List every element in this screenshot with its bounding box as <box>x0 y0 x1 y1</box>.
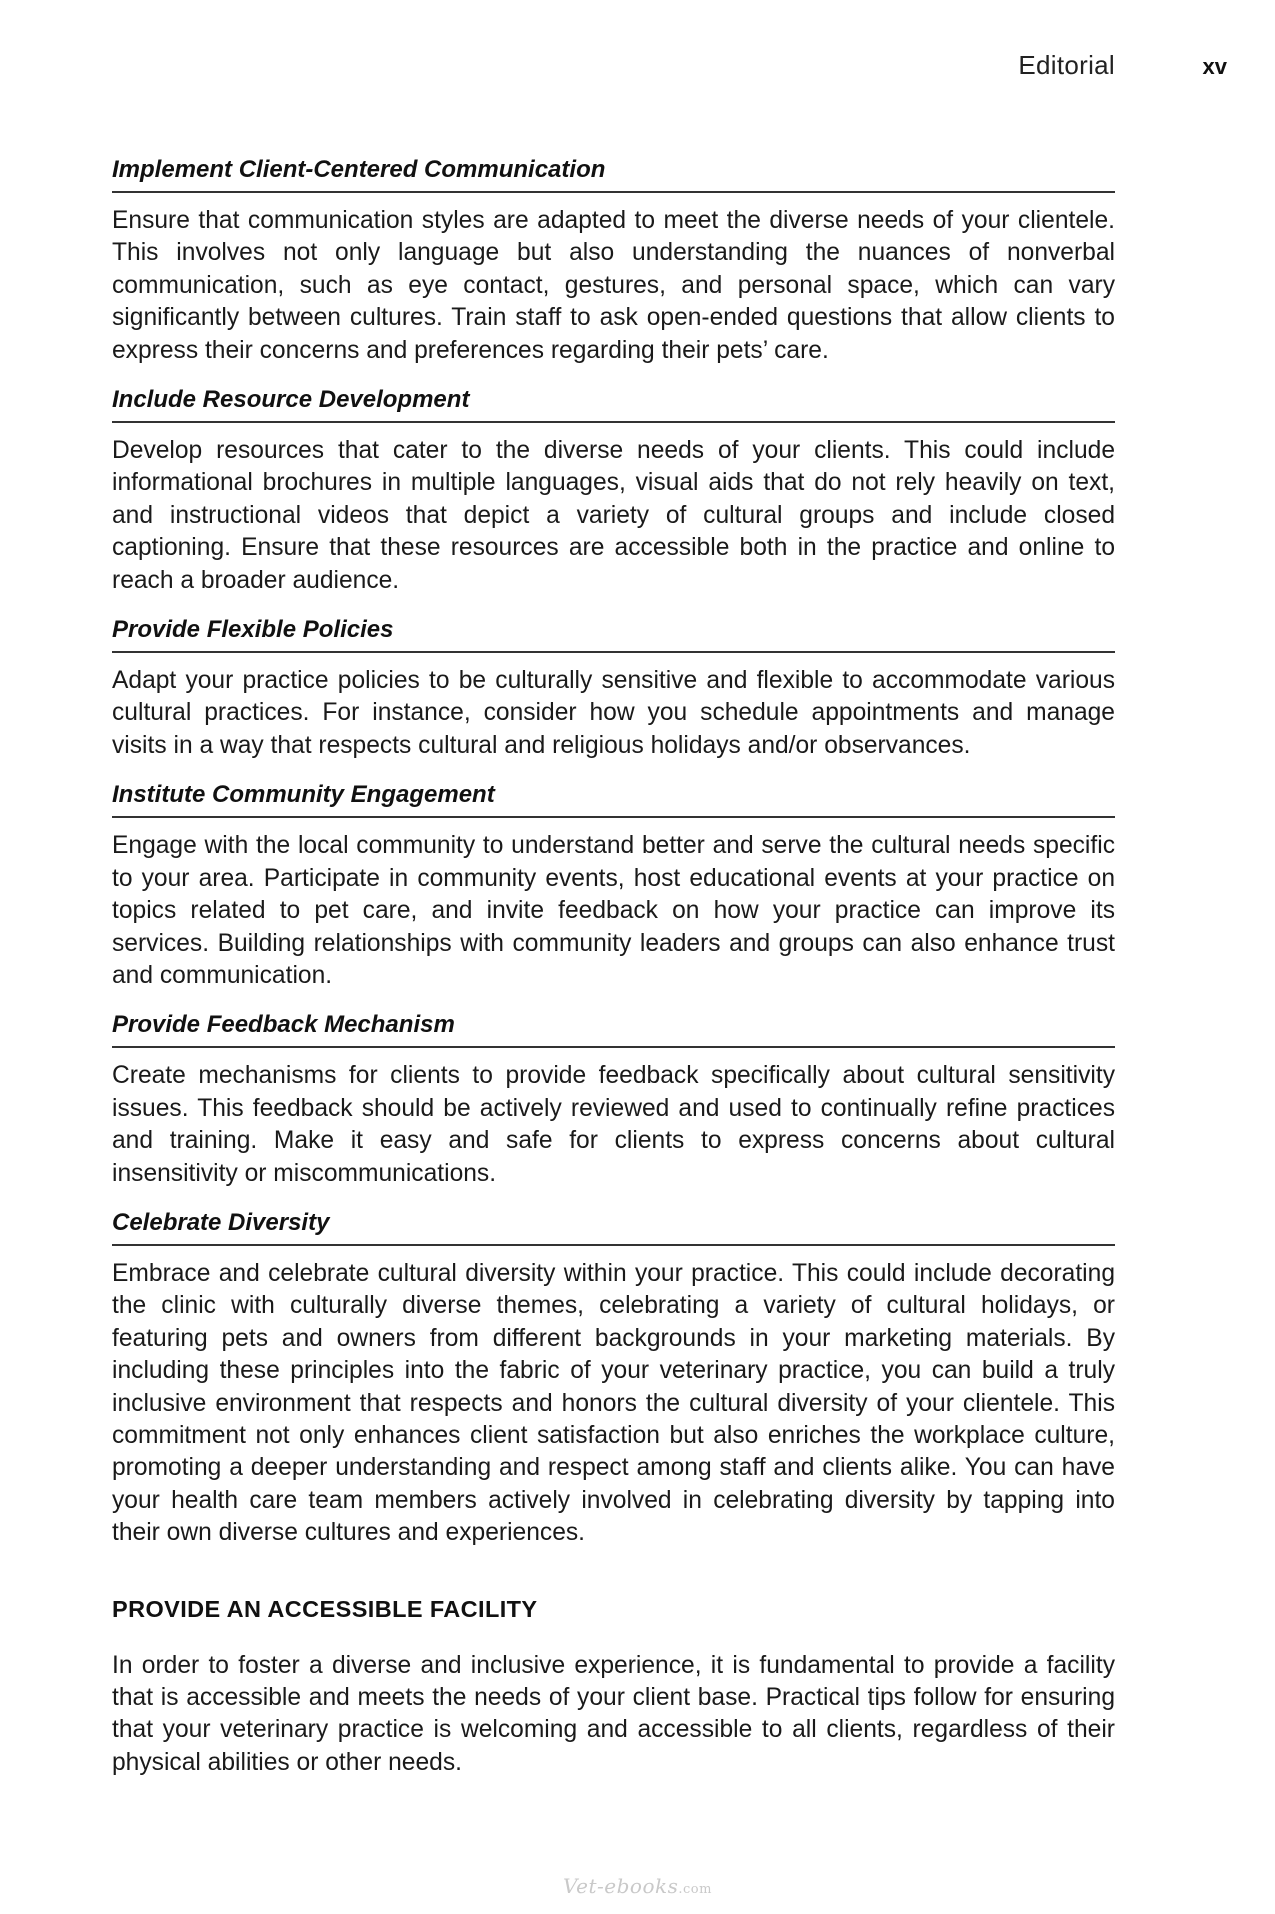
subsection-body: Develop resources that cater to the diverse needs of your clients. This could include informational brochures in multiple languages, visual aids that do not rely heavily on text, and instructional videos that depict a variety of cultural groups and include closed captioning. Ensure that these resources are accessible both in the practice and online to reach a broader audience. <box>112 437 1115 594</box>
subsection-heading: Include Resource Development <box>112 385 1115 423</box>
section-heading: PROVIDE AN ACCESSIBLE FACILITY <box>112 1595 538 1622</box>
subsection-feedback-mechanism <box>112 1010 1115 1190</box>
subsection-community-engagement <box>112 780 1115 992</box>
subsection-resource-development <box>112 385 1115 597</box>
watermark-suffix: .com <box>678 1882 712 1897</box>
watermark-text: Vet-ebooks <box>563 1874 679 1898</box>
subsection-body: Engage with the local community to understand better and serve the cultural needs specific to your area. Participate in community events, host educational events at your practice on topics related to pet care, and invite feedback on how your practice can improve its services. Building relationships with community leaders and groups can also enhance trust and communication. <box>112 832 1115 989</box>
subsection-body: Ensure that communication styles are adapted to meet the diverse needs of your clientele. This involves not only language but also understanding the nuances of nonverbal communication, such as eye contact, gestures, and personal space, which can vary significantly between cultures. Train staff to ask open-ended questions that allow clients to express their concerns and preferences regarding their pets’ care. <box>112 207 1115 364</box>
watermark-logo <box>0 1874 1275 1898</box>
subsection-flexible-policies <box>112 615 1115 762</box>
subsection-heading: Provide Flexible Policies <box>112 615 1115 653</box>
subsection-heading: Implement Client-Centered Communication <box>112 155 1115 193</box>
subsection-heading: Institute Community Engagement <box>112 780 1115 818</box>
subsection-heading: Celebrate Diversity <box>112 1208 1115 1246</box>
running-head-title: Editorial <box>1018 50 1115 80</box>
subsection-celebrate-diversity <box>112 1208 1115 1550</box>
subsection-client-centered-communication <box>112 155 1115 367</box>
subsection-body: Create mechanisms for clients to provide feedback specifically about cultural sensitivity issues. This feedback should be actively reviewed and used to continually refine practices and training. Make it easy and safe for clients to express concerns about cultural insensitivity or miscommunications. <box>112 1062 1115 1187</box>
subsection-heading: Provide Feedback Mechanism <box>112 1010 1115 1048</box>
subsection-body: Embrace and celebrate cultural diversity within your practice. This could include decorating the clinic with culturally diverse themes, celebrating a variety of cultural holidays, or featuring pets and owners from different backgrounds in your marketing materials. By including these principles into the fabric of your veterinary practice, you can build a truly inclusive environment that respects and honors the cultural diversity of your clientele. This commitment not only enhances client satisfaction but also enriches the workplace culture, promoting a deeper understanding and respect among staff and clients alike. You can have your health care team members actively involved in celebrating diversity by tapping into their own diverse cultures and experiences. <box>112 1259 1115 1547</box>
subsection-body: Adapt your practice policies to be culturally sensitive and flexible to accommodate various cultural practices. For instance, consider how you schedule appointments and manage visits in a way that respects cultural and religious holidays and/or observances. <box>112 667 1115 759</box>
page-number: xv <box>1202 54 1227 79</box>
running-head <box>0 50 1275 90</box>
page-content <box>112 155 1115 1779</box>
section-body: In order to foster a diverse and inclusive experience, it is fundamental to provide a facility that is accessible and meets the needs of your client base. Practical tips follow for ensuring that your veterinary practice is welcoming and accessible to all clients, regardless of their physical abilities or other needs. <box>112 1651 1115 1776</box>
